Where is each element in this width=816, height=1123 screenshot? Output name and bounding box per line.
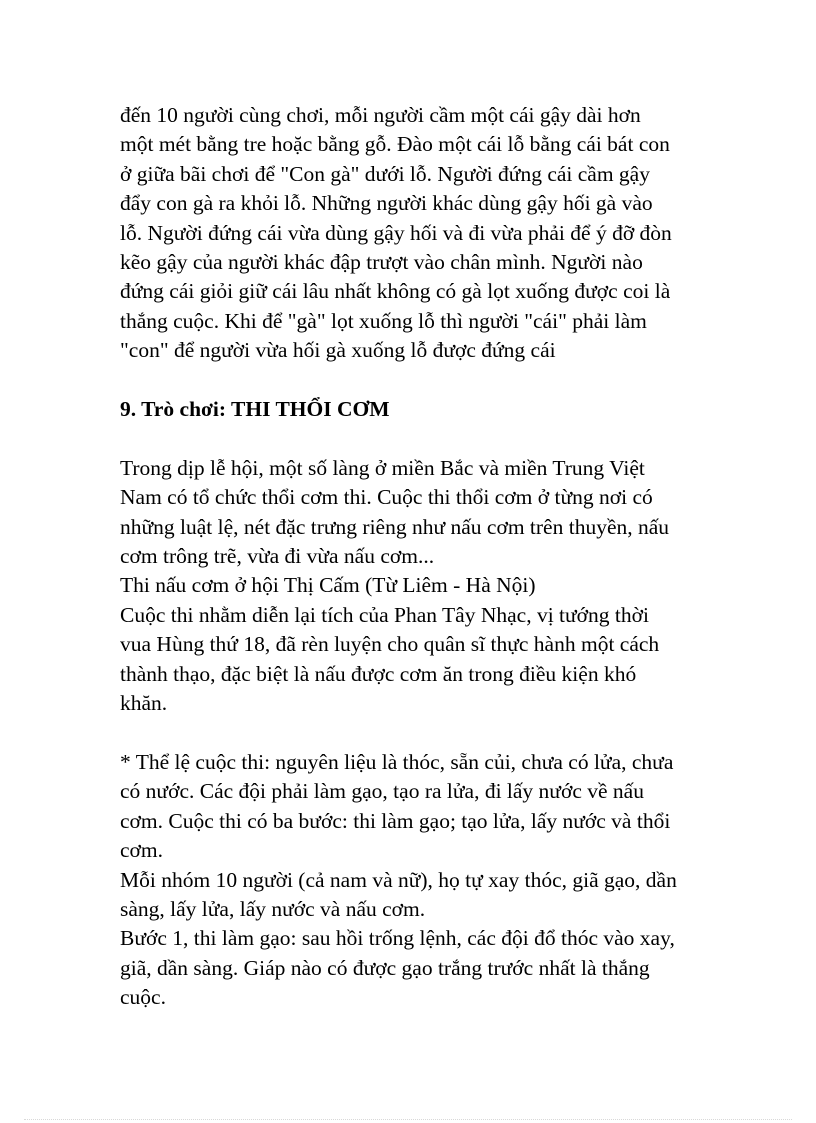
text-line: đứng cái giỏi giữ cái lâu nhất không có gà lọt xuống được coi là (120, 279, 671, 304)
text-line: sàng, lấy lửa, lấy nước và nấu cơm. (120, 896, 426, 921)
text-line: những luật lệ, nét đặc trưng riêng như nấu cơm trên thuyền, nấu (120, 514, 670, 539)
text-line: * Thể lệ cuộc thi: nguyên liệu là thóc, sẵn củi, chưa có lửa, chưa (120, 749, 674, 774)
section-heading-text: 9. Trò chơi: THI THỔI CƠM (120, 397, 390, 422)
text-line: thành thạo, đặc biệt là nấu được cơm ăn trong điều kiện khó (120, 661, 637, 686)
text-line: "con" để người vừa hối gà xuống lỗ được đứng cái (120, 338, 556, 363)
text-line: Nam có tổ chức thổi cơm thi. Cuộc thi thổi cơm ở từng nơi có (120, 485, 653, 510)
paragraph-spacer (120, 719, 760, 748)
text-line: lỗ. Người đứng cái vừa dùng gậy hối và đi vừa phải để ý đỡ đòn (120, 220, 672, 245)
text-line: cuộc. (120, 985, 166, 1010)
text-line: một mét bằng tre hoặc bằng gỗ. Đào một cái lỗ bằng cái bát con (120, 132, 670, 157)
paragraph-contest-rules (120, 748, 760, 1013)
paragraph-game-rules-continued (120, 101, 760, 366)
text-line: có nước. Các đội phải làm gạo, tạo ra lửa, đi lấy nước về nấu (120, 779, 644, 804)
paragraph-spacer (120, 366, 760, 395)
text-line: vua Hùng thứ 18, đã rèn luyện cho quân sĩ thực hành một cách (120, 632, 660, 657)
text-line: đến 10 người cùng chơi, mỗi người cầm một cái gậy dài hơn (120, 103, 641, 127)
text-line: cơm. Cuộc thi có ba bước: thi làm gạo; tạo lửa, lấy nước và thổi (120, 808, 671, 833)
page-bottom-rule (24, 1119, 792, 1120)
document-page (120, 101, 760, 1013)
text-line: kẽo gậy của người khác đập trượt vào chân mình. Người nào (120, 250, 643, 275)
text-line: cơm trông trẽ, vừa đi vừa nấu cơm... (120, 544, 435, 569)
text-line: ở giữa bãi chơi để "Con gà" dưới lỗ. Người đứng cái cầm gậy (120, 161, 650, 186)
paragraph-introduction (120, 454, 760, 719)
text-line: Cuộc thi nhằm diễn lại tích của Phan Tây Nhạc, vị tướng thời (120, 602, 649, 627)
text-line: đẩy con gà ra khỏi lỗ. Những người khác dùng gậy hối gà vào (120, 191, 653, 216)
text-line: Trong dịp lễ hội, một số làng ở miền Bắc và miền Trung Việt (120, 455, 645, 480)
text-line: giã, dần sàng. Giáp nào có được gạo trắng trước nhất là thắng (120, 955, 650, 980)
text-line: khăn. (120, 691, 168, 716)
text-line: cơm. (120, 838, 164, 863)
paragraph-spacer (120, 424, 760, 453)
section-heading (120, 395, 760, 424)
text-line: thắng cuộc. Khi để "gà" lọt xuống lỗ thì người "cái" phải làm (120, 308, 647, 333)
text-line: Mỗi nhóm 10 người (cả nam và nữ), họ tự xay thóc, giã gạo, dần (120, 867, 677, 892)
text-line: Bước 1, thi làm gạo: sau hồi trống lệnh, các đội đổ thóc vào xay, (120, 926, 675, 951)
text-line: Thi nấu cơm ở hội Thị Cấm (Từ Liêm - Hà Nội) (120, 573, 536, 598)
